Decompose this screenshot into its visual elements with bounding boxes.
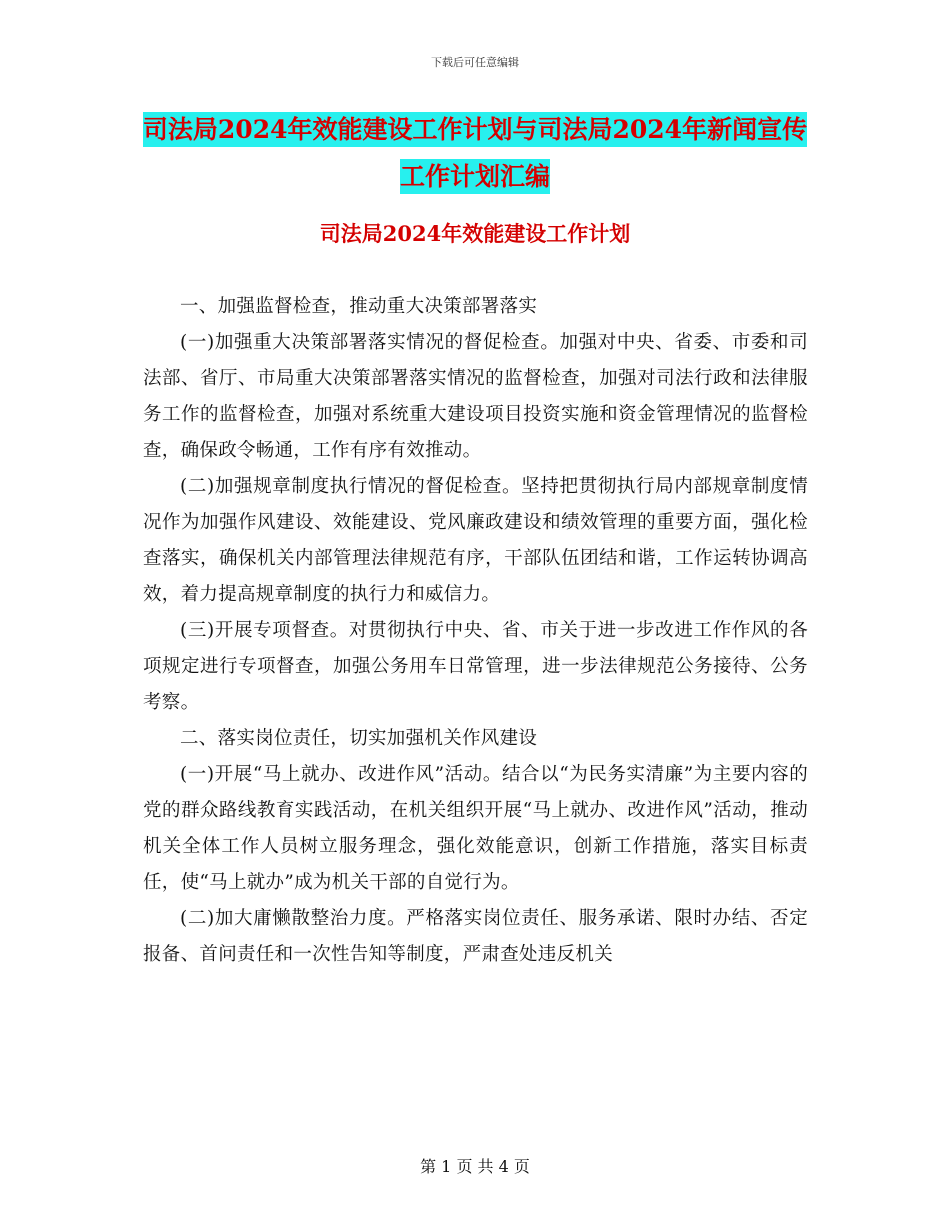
document-title-text: 司法局2024年效能建设工作计划与司法局2024年新闻宣传工作计划汇编 (143, 112, 807, 194)
section-title: 司法局2024年效能建设工作计划 (319, 221, 631, 246)
document-body (143, 289, 808, 973)
paragraph-heading-1: 一、加强监督检查，推动重大决策部署落实 (180, 296, 538, 317)
paragraph: (三)开展专项督查。对贯彻执行中央、省、市关于进一步改进工作作风的各项规定进行专项督查，加强公务用车日常管理，进一步法律规范公务接待、公务考察。 (143, 620, 808, 713)
paragraph-heading-2: 二、落实岗位责任，切实加强机关作风建设 (180, 728, 538, 749)
paragraph: (二)加大庸懒散整治力度。严格落实岗位责任、服务承诺、限时办结、否定报备、首问责任和一次性告知等制度，严肃查处违反机关 (143, 908, 808, 965)
paragraph: (一)开展“马上就办、改进作风”活动。结合以“为民务实清廉”为主要内容的党的群众路线教育实践活动，在机关组织开展“马上就办、改进作风”活动，推动机关全体工作人员树立服务理念，强化效能意识，创新工作措施，落实目标责任，使“马上就办”成为机关干部的自觉行为。 (143, 764, 808, 893)
page-number: 第 1 页 共 4 页 (420, 1157, 530, 1176)
paragraph: (二)加强规章制度执行情况的督促检查。坚持把贯彻执行局内部规章制度情况作为加强作风建设、效能建设、党风廉政建设和绩效管理的重要方面，强化检查落实，确保机关内部管理法律规范有序，干部队伍团结和谐，工作运转协调高效，着力提高规章制度的执行力和威信力。 (143, 476, 808, 605)
document-title (140, 106, 810, 200)
paragraph: (一)加强重大决策部署落实情况的督促检查。加强对中央、省委、市委和司法部、省厅、市局重大决策部署落实情况的监督检查，加强对司法行政和法律服务工作的监督检查，加强对系统重大建设项目投资实施和资金管理情况的监督检查，确保政令畅通，工作有序有效推动。 (143, 332, 808, 461)
page-header-note: 下载后可任意编辑 (431, 56, 519, 69)
